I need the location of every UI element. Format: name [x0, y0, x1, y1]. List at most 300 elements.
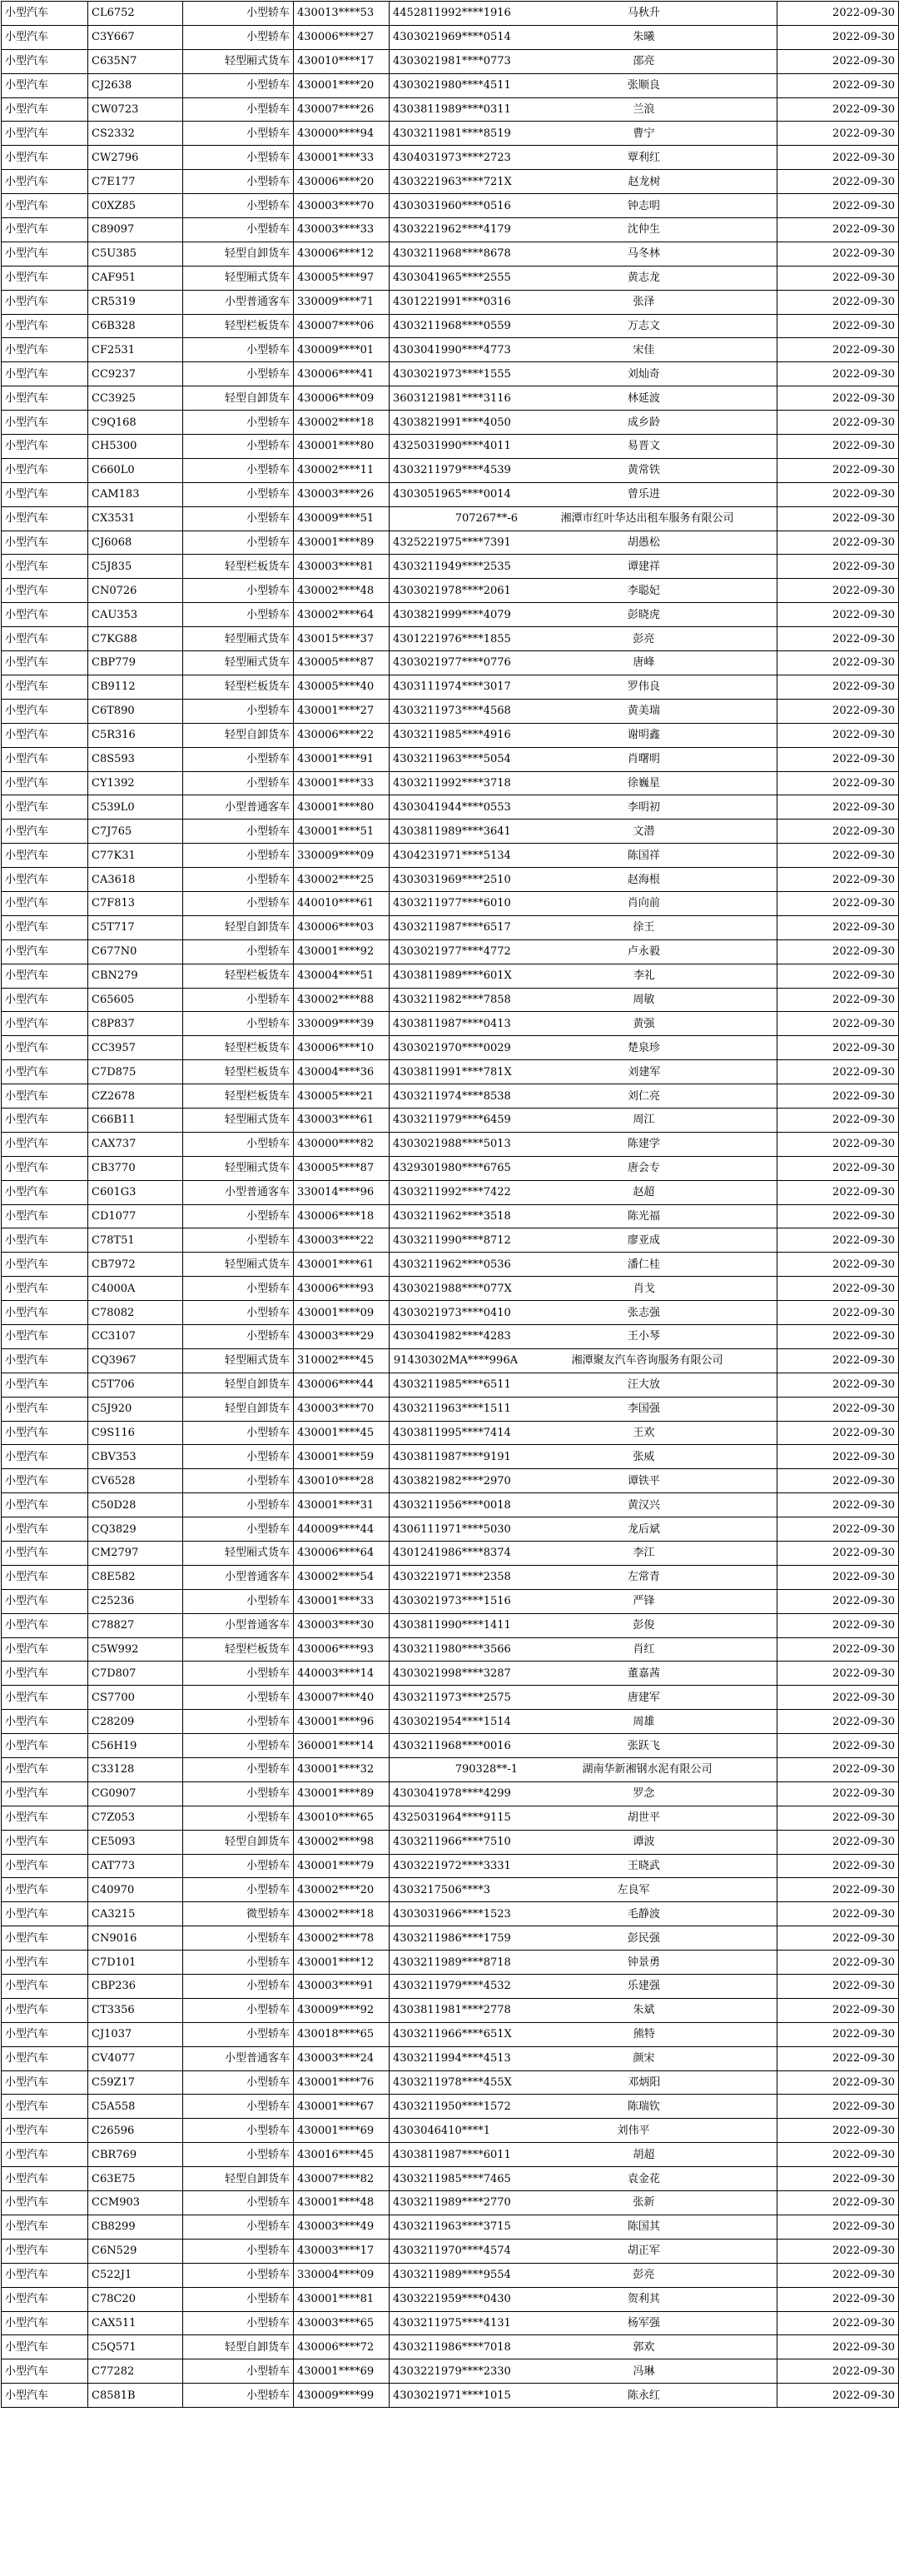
owner-name: 朱曦 [633, 31, 655, 44]
table-row [2, 170, 899, 194]
plate-number-cell: CS2332 [88, 122, 183, 146]
table-row [2, 482, 899, 506]
owner-name: 毛静波 [627, 1907, 660, 1921]
owner-cell [390, 1734, 777, 1758]
plate-number-cell: C0XZ85 [88, 194, 183, 218]
owner-id: 4303211982****7858 [393, 993, 511, 1006]
plate-type-cell: 小型汽车 [2, 2070, 88, 2095]
date-cell: 2022-09-30 [777, 1878, 899, 1902]
plate-number-cell: CQ3967 [88, 1348, 183, 1373]
plate-type-cell: 小型汽车 [2, 1012, 88, 1036]
plate-type-cell: 小型汽车 [2, 1998, 88, 2022]
plate-type-cell: 小型汽车 [2, 2287, 88, 2311]
plate-number-cell: CD1077 [88, 1204, 183, 1228]
date-cell: 2022-09-30 [777, 2263, 899, 2287]
owner-cell [390, 1373, 777, 1397]
owner-name: 左常青 [627, 1571, 660, 1584]
code-cell: 430006****09 [294, 386, 390, 411]
plate-type-cell: 小型汽车 [2, 2191, 88, 2215]
owner-cell [390, 1637, 777, 1662]
table-row [2, 868, 899, 892]
plate-type-cell: 小型汽车 [2, 122, 88, 146]
owner-id: 4303021977****0776 [393, 656, 511, 670]
table-row [2, 747, 899, 771]
owner-id: 4303211977****6010 [393, 897, 511, 910]
plate-number-cell: C5Q571 [88, 2335, 183, 2359]
date-cell: 2022-09-30 [777, 1204, 899, 1228]
plate-type-cell: 小型汽车 [2, 555, 88, 579]
plate-number-cell: C660L0 [88, 458, 183, 482]
owner-id: 4303221959****0430 [393, 2293, 511, 2306]
code-cell: 430009****99 [294, 2384, 390, 2408]
plate-type-cell: 小型汽车 [2, 868, 88, 892]
plate-type-cell: 小型汽车 [2, 820, 88, 844]
owner-id: 4303211985****6511 [393, 1378, 511, 1392]
date-cell: 2022-09-30 [777, 1036, 899, 1060]
code-cell: 430001****67 [294, 2095, 390, 2119]
code-cell: 430003****81 [294, 555, 390, 579]
owner-name: 唐会专 [627, 1162, 660, 1175]
code-cell: 430003****61 [294, 1108, 390, 1132]
code-cell: 430001****96 [294, 1710, 390, 1734]
table-row [2, 1589, 899, 1613]
owner-name: 肖戈 [633, 1282, 655, 1295]
date-cell: 2022-09-30 [777, 386, 899, 411]
code-cell: 430001****12 [294, 1951, 390, 1975]
plate-type-cell: 小型汽车 [2, 1180, 88, 1204]
vehicle-type-cell: 小型轿车 [183, 122, 294, 146]
plate-type-cell: 小型汽车 [2, 891, 88, 915]
code-cell: 430003****24 [294, 2046, 390, 2070]
owner-name: 杨军强 [627, 2316, 660, 2329]
vehicle-type-cell: 轻型自卸货车 [183, 242, 294, 266]
owner-id: 4303211985****4916 [393, 729, 511, 742]
owner-name: 肖向前 [627, 897, 660, 910]
plate-type-cell: 小型汽车 [2, 266, 88, 290]
vehicle-type-cell: 小型轿车 [183, 747, 294, 771]
owner-cell [390, 338, 777, 362]
owner-cell [390, 1710, 777, 1734]
owner-cell [390, 2239, 777, 2263]
table-row [2, 1108, 899, 1132]
table-row [2, 2, 899, 26]
table-row [2, 723, 899, 747]
owner-id: 4303021988****5013 [393, 1138, 511, 1151]
code-cell: 430000****82 [294, 1132, 390, 1156]
plate-number-cell: C28209 [88, 1710, 183, 1734]
code-cell: 430006****41 [294, 362, 390, 386]
plate-type-cell: 小型汽车 [2, 1517, 88, 1542]
owner-id: 4303021977****4772 [393, 945, 511, 959]
owner-cell [390, 1854, 777, 1878]
plate-type-cell: 小型汽车 [2, 1204, 88, 1228]
code-cell: 430003****70 [294, 194, 390, 218]
plate-number-cell: CBP236 [88, 1975, 183, 1999]
code-cell: 430009****01 [294, 338, 390, 362]
vehicle-type-cell: 小型轿车 [183, 170, 294, 194]
vehicle-type-cell: 轻型栏板货车 [183, 1060, 294, 1084]
owner-id: 4304231971****5134 [393, 849, 511, 862]
vehicle-type-cell: 小型轿车 [183, 2, 294, 26]
plate-type-cell: 小型汽车 [2, 844, 88, 868]
date-cell: 2022-09-30 [777, 915, 899, 939]
code-cell: 430006****93 [294, 1637, 390, 1662]
owner-name: 贺利其 [627, 2293, 660, 2306]
plate-number-cell: C78827 [88, 1613, 183, 1637]
vehicle-type-cell: 轻型厢式货车 [183, 1542, 294, 1566]
owner-id: 4301241986****8374 [393, 1547, 511, 1560]
code-cell: 430004****51 [294, 964, 390, 988]
plate-type-cell: 小型汽车 [2, 1156, 88, 1180]
table-row [2, 915, 899, 939]
plate-type-cell: 小型汽车 [2, 2239, 88, 2263]
date-cell: 2022-09-30 [777, 482, 899, 506]
owner-name: 赵超 [633, 1186, 655, 1199]
vehicle-record-rows [2, 2, 899, 2408]
owner-cell [390, 458, 777, 482]
owner-name: 李江 [633, 1547, 655, 1560]
table-row [2, 1662, 899, 1686]
owner-name: 周雄 [633, 1715, 655, 1728]
plate-type-cell: 小型汽车 [2, 915, 88, 939]
plate-type-cell: 小型汽车 [2, 1108, 88, 1132]
code-cell: 430004****36 [294, 1060, 390, 1084]
plate-type-cell: 小型汽车 [2, 1710, 88, 1734]
code-cell: 430005****97 [294, 266, 390, 290]
table-row [2, 1902, 899, 1926]
plate-type-cell: 小型汽车 [2, 699, 88, 723]
code-cell: 430006****18 [294, 1204, 390, 1228]
owner-name: 颜宋 [633, 2052, 655, 2065]
plate-type-cell: 小型汽车 [2, 1951, 88, 1975]
owner-id: 4452811992****1916 [393, 7, 511, 20]
table-row [2, 458, 899, 482]
date-cell: 2022-09-30 [777, 73, 899, 97]
code-cell: 430001****45 [294, 1421, 390, 1445]
code-cell: 430001****59 [294, 1445, 390, 1469]
owner-name: 徐巍星 [627, 776, 660, 790]
code-cell: 430001****31 [294, 1493, 390, 1517]
owner-id: 4303211950****1572 [393, 2100, 511, 2113]
table-row [2, 314, 899, 338]
owner-name: 谭建祥 [627, 560, 660, 573]
owner-cell [390, 97, 777, 122]
owner-name: 胡愚松 [627, 536, 660, 550]
date-cell: 2022-09-30 [777, 2167, 899, 2191]
code-cell: 430002****64 [294, 603, 390, 627]
code-cell: 430009****51 [294, 506, 390, 531]
plate-number-cell: C8581B [88, 2384, 183, 2408]
date-cell: 2022-09-30 [777, 1926, 899, 1951]
plate-type-cell: 小型汽车 [2, 1036, 88, 1060]
plate-type-cell: 小型汽车 [2, 170, 88, 194]
plate-number-cell: CAU353 [88, 603, 183, 627]
code-cell: 440010****61 [294, 891, 390, 915]
table-row [2, 1565, 899, 1589]
code-cell: 430016****45 [294, 2143, 390, 2167]
plate-type-cell: 小型汽车 [2, 579, 88, 603]
owner-id: 4303211989****2770 [393, 2196, 511, 2210]
owner-id: 4303021969****0514 [393, 31, 511, 44]
vehicle-type-cell: 小型轿车 [183, 2143, 294, 2167]
plate-number-cell: C65605 [88, 988, 183, 1012]
owner-name: 唐峰 [633, 656, 655, 670]
plate-type-cell: 小型汽车 [2, 1084, 88, 1109]
owner-cell [390, 25, 777, 49]
plate-number-cell: C50D28 [88, 1493, 183, 1517]
code-cell: 430007****26 [294, 97, 390, 122]
date-cell: 2022-09-30 [777, 771, 899, 795]
code-cell: 430001****27 [294, 699, 390, 723]
owner-name: 龙后斌 [627, 1522, 660, 1536]
date-cell: 2022-09-30 [777, 458, 899, 482]
table-row [2, 988, 899, 1012]
owner-name: 沈仲生 [627, 223, 660, 237]
plate-number-cell: C6B328 [88, 314, 183, 338]
code-cell: 430003****22 [294, 1228, 390, 1253]
vehicle-type-cell: 轻型自卸货车 [183, 1373, 294, 1397]
owner-cell [390, 1613, 777, 1637]
plate-number-cell: C539L0 [88, 795, 183, 820]
owner-name: 马秋升 [627, 7, 660, 20]
owner-cell [390, 2359, 777, 2384]
vehicle-type-cell: 小型轿车 [183, 2070, 294, 2095]
owner-name: 兰浪 [633, 103, 655, 116]
owner-name: 钟景勇 [627, 1956, 660, 1969]
plate-type-cell: 小型汽车 [2, 1830, 88, 1854]
code-cell: 430009****92 [294, 1998, 390, 2022]
code-cell: 430001****61 [294, 1253, 390, 1277]
vehicle-type-cell: 小型轿车 [183, 2119, 294, 2143]
plate-number-cell: C78T51 [88, 1228, 183, 1253]
plate-type-cell: 小型汽车 [2, 242, 88, 266]
plate-number-cell: CA3215 [88, 1902, 183, 1926]
vehicle-type-cell: 轻型厢式货车 [183, 1348, 294, 1373]
plate-type-cell: 小型汽车 [2, 97, 88, 122]
date-cell: 2022-09-30 [777, 2359, 899, 2384]
plate-number-cell: CCM903 [88, 2191, 183, 2215]
owner-name: 张志强 [627, 1306, 660, 1319]
owner-cell [390, 675, 777, 699]
plate-number-cell: CJ6068 [88, 531, 183, 555]
owner-name: 严锋 [633, 1595, 655, 1608]
owner-name: 彭亮 [633, 632, 655, 645]
owner-cell [390, 2311, 777, 2335]
plate-number-cell: C25236 [88, 1589, 183, 1613]
date-cell: 2022-09-30 [777, 1132, 899, 1156]
owner-cell [390, 915, 777, 939]
owner-name: 唐建军 [627, 1691, 660, 1704]
owner-cell [390, 2022, 777, 2046]
owner-id: 4303211956****0018 [393, 1498, 511, 1512]
vehicle-type-cell: 小型轿车 [183, 97, 294, 122]
plate-number-cell: CBR769 [88, 2143, 183, 2167]
owner-cell [390, 1662, 777, 1686]
owner-name: 罗伟良 [627, 680, 660, 694]
code-cell: 430003****91 [294, 1975, 390, 1999]
plate-number-cell: C6N529 [88, 2239, 183, 2263]
owner-name: 谢明鑫 [627, 729, 660, 742]
table-row [2, 1781, 899, 1806]
vehicle-type-cell: 轻型厢式货车 [183, 266, 294, 290]
code-cell: 430001****89 [294, 531, 390, 555]
code-cell: 430003****49 [294, 2215, 390, 2239]
owner-name: 曾乐进 [627, 488, 660, 501]
date-cell: 2022-09-30 [777, 988, 899, 1012]
owner-cell [390, 627, 777, 651]
code-cell: 430001****09 [294, 1301, 390, 1325]
date-cell: 2022-09-30 [777, 194, 899, 218]
table-row [2, 939, 899, 964]
owner-cell [390, 122, 777, 146]
owner-cell [390, 603, 777, 627]
plate-number-cell: C601G3 [88, 1180, 183, 1204]
plate-number-cell: CV4077 [88, 2046, 183, 2070]
owner-id: 4303211949****2535 [393, 560, 511, 573]
vehicle-type-cell: 小型轿车 [183, 988, 294, 1012]
owner-name: 周江 [633, 1114, 655, 1127]
table-row [2, 2359, 899, 2384]
owner-cell [390, 1204, 777, 1228]
plate-type-cell: 小型汽车 [2, 1493, 88, 1517]
owner-id: 4303211979****4539 [393, 464, 511, 477]
owner-cell [390, 699, 777, 723]
plate-number-cell: C8E582 [88, 1565, 183, 1589]
date-cell: 2022-09-30 [777, 1108, 899, 1132]
owner-id: 4303021978****2061 [393, 584, 511, 597]
vehicle-type-cell: 轻型厢式货车 [183, 1156, 294, 1180]
code-cell: 430006****27 [294, 25, 390, 49]
plate-type-cell: 小型汽车 [2, 1637, 88, 1662]
date-cell: 2022-09-30 [777, 1781, 899, 1806]
owner-cell [390, 939, 777, 964]
vehicle-type-cell: 小型轿车 [183, 2359, 294, 2384]
owner-id: 4303211968****0016 [393, 1739, 511, 1752]
plate-type-cell: 小型汽车 [2, 2095, 88, 2119]
plate-type-cell: 小型汽车 [2, 146, 88, 170]
vehicle-type-cell: 小型轿车 [183, 1517, 294, 1542]
code-cell: 430006****44 [294, 1373, 390, 1397]
date-cell: 2022-09-30 [777, 1469, 899, 1493]
plate-number-cell: C677N0 [88, 939, 183, 964]
date-cell: 2022-09-30 [777, 411, 899, 435]
owner-cell [390, 747, 777, 771]
plate-number-cell: CBN279 [88, 964, 183, 988]
owner-name: 罗念 [633, 1787, 655, 1801]
vehicle-type-cell: 小型轿车 [183, 2384, 294, 2408]
code-cell: 430006****22 [294, 723, 390, 747]
plate-type-cell: 小型汽车 [2, 939, 88, 964]
plate-number-cell: CZ2678 [88, 1084, 183, 1109]
plate-type-cell: 小型汽车 [2, 1132, 88, 1156]
owner-name: 宋佳 [633, 343, 655, 356]
owner-name: 李明初 [627, 800, 660, 814]
date-cell: 2022-09-30 [777, 1397, 899, 1421]
owner-cell [390, 1493, 777, 1517]
vehicle-type-cell: 小型轿车 [183, 1878, 294, 1902]
owner-cell [390, 1421, 777, 1445]
owner-id: 4303811989****601X [393, 969, 512, 983]
date-cell: 2022-09-30 [777, 1686, 899, 1710]
vehicle-type-cell: 轻型自卸货车 [183, 1397, 294, 1421]
owner-name: 陈光福 [627, 1209, 660, 1223]
code-cell: 430002****88 [294, 988, 390, 1012]
owner-id: 4303221979****2330 [393, 2364, 511, 2378]
owner-name: 廖亚成 [627, 1233, 660, 1247]
vehicle-type-cell: 小型轿车 [183, 146, 294, 170]
table-row [2, 2287, 899, 2311]
owner-cell [390, 964, 777, 988]
table-row [2, 1613, 899, 1637]
vehicle-type-cell: 小型轿车 [183, 1228, 294, 1253]
date-cell: 2022-09-30 [777, 1806, 899, 1830]
date-cell: 2022-09-30 [777, 699, 899, 723]
owner-name: 刘仁亮 [627, 1089, 660, 1103]
owner-cell [390, 555, 777, 579]
date-cell: 2022-09-30 [777, 1517, 899, 1542]
owner-id: 4303221971****2358 [393, 1571, 511, 1584]
vehicle-type-cell: 小型轿车 [183, 1710, 294, 1734]
date-cell: 2022-09-30 [777, 218, 899, 242]
plate-number-cell: CL6752 [88, 2, 183, 26]
plate-number-cell: CC9237 [88, 362, 183, 386]
owner-cell [390, 194, 777, 218]
date-cell: 2022-09-30 [777, 2191, 899, 2215]
plate-type-cell: 小型汽车 [2, 25, 88, 49]
vehicle-type-cell: 小型轿车 [183, 1806, 294, 1830]
date-cell: 2022-09-30 [777, 1830, 899, 1854]
owner-id: 4303021980****4511 [393, 79, 511, 92]
vehicle-type-cell: 轻型自卸货车 [183, 2335, 294, 2359]
plate-number-cell: CB9112 [88, 675, 183, 699]
owner-id: 4303221962****4179 [393, 223, 511, 237]
plate-type-cell: 小型汽车 [2, 1324, 88, 1348]
vehicle-type-cell: 小型轿车 [183, 1277, 294, 1301]
table-row [2, 627, 899, 651]
owner-cell [390, 1060, 777, 1084]
owner-name: 王小琴 [627, 1330, 660, 1343]
plate-number-cell: CB7972 [88, 1253, 183, 1277]
plate-type-cell: 小型汽车 [2, 1421, 88, 1445]
vehicle-type-cell: 小型轿车 [183, 699, 294, 723]
owner-name: 钟志明 [627, 199, 660, 212]
plate-type-cell: 小型汽车 [2, 2, 88, 26]
plate-number-cell: CW2796 [88, 146, 183, 170]
plate-type-cell: 小型汽车 [2, 290, 88, 314]
table-row [2, 675, 899, 699]
owner-name: 刘建军 [628, 1065, 661, 1079]
code-cell: 430006****72 [294, 2335, 390, 2359]
plate-type-cell: 小型汽车 [2, 458, 88, 482]
vehicle-type-cell: 小型轿车 [183, 73, 294, 97]
owner-cell [390, 218, 777, 242]
code-cell: 430006****10 [294, 1036, 390, 1060]
vehicle-type-cell: 小型轿车 [183, 482, 294, 506]
owner-name: 谭铁平 [627, 1474, 660, 1487]
vehicle-type-cell: 小型轿车 [183, 362, 294, 386]
owner-cell [390, 1036, 777, 1060]
vehicle-type-cell: 轻型栏板货车 [183, 314, 294, 338]
vehicle-type-cell: 小型轿车 [183, 2311, 294, 2335]
date-cell: 2022-09-30 [777, 1613, 899, 1637]
plate-number-cell: C89097 [88, 218, 183, 242]
owner-name: 陈永红 [627, 2389, 660, 2402]
owner-cell [390, 1686, 777, 1710]
plate-number-cell: CQ3829 [88, 1517, 183, 1542]
vehicle-type-cell: 小型轿车 [183, 194, 294, 218]
code-cell: 430007****06 [294, 314, 390, 338]
table-row [2, 1277, 899, 1301]
